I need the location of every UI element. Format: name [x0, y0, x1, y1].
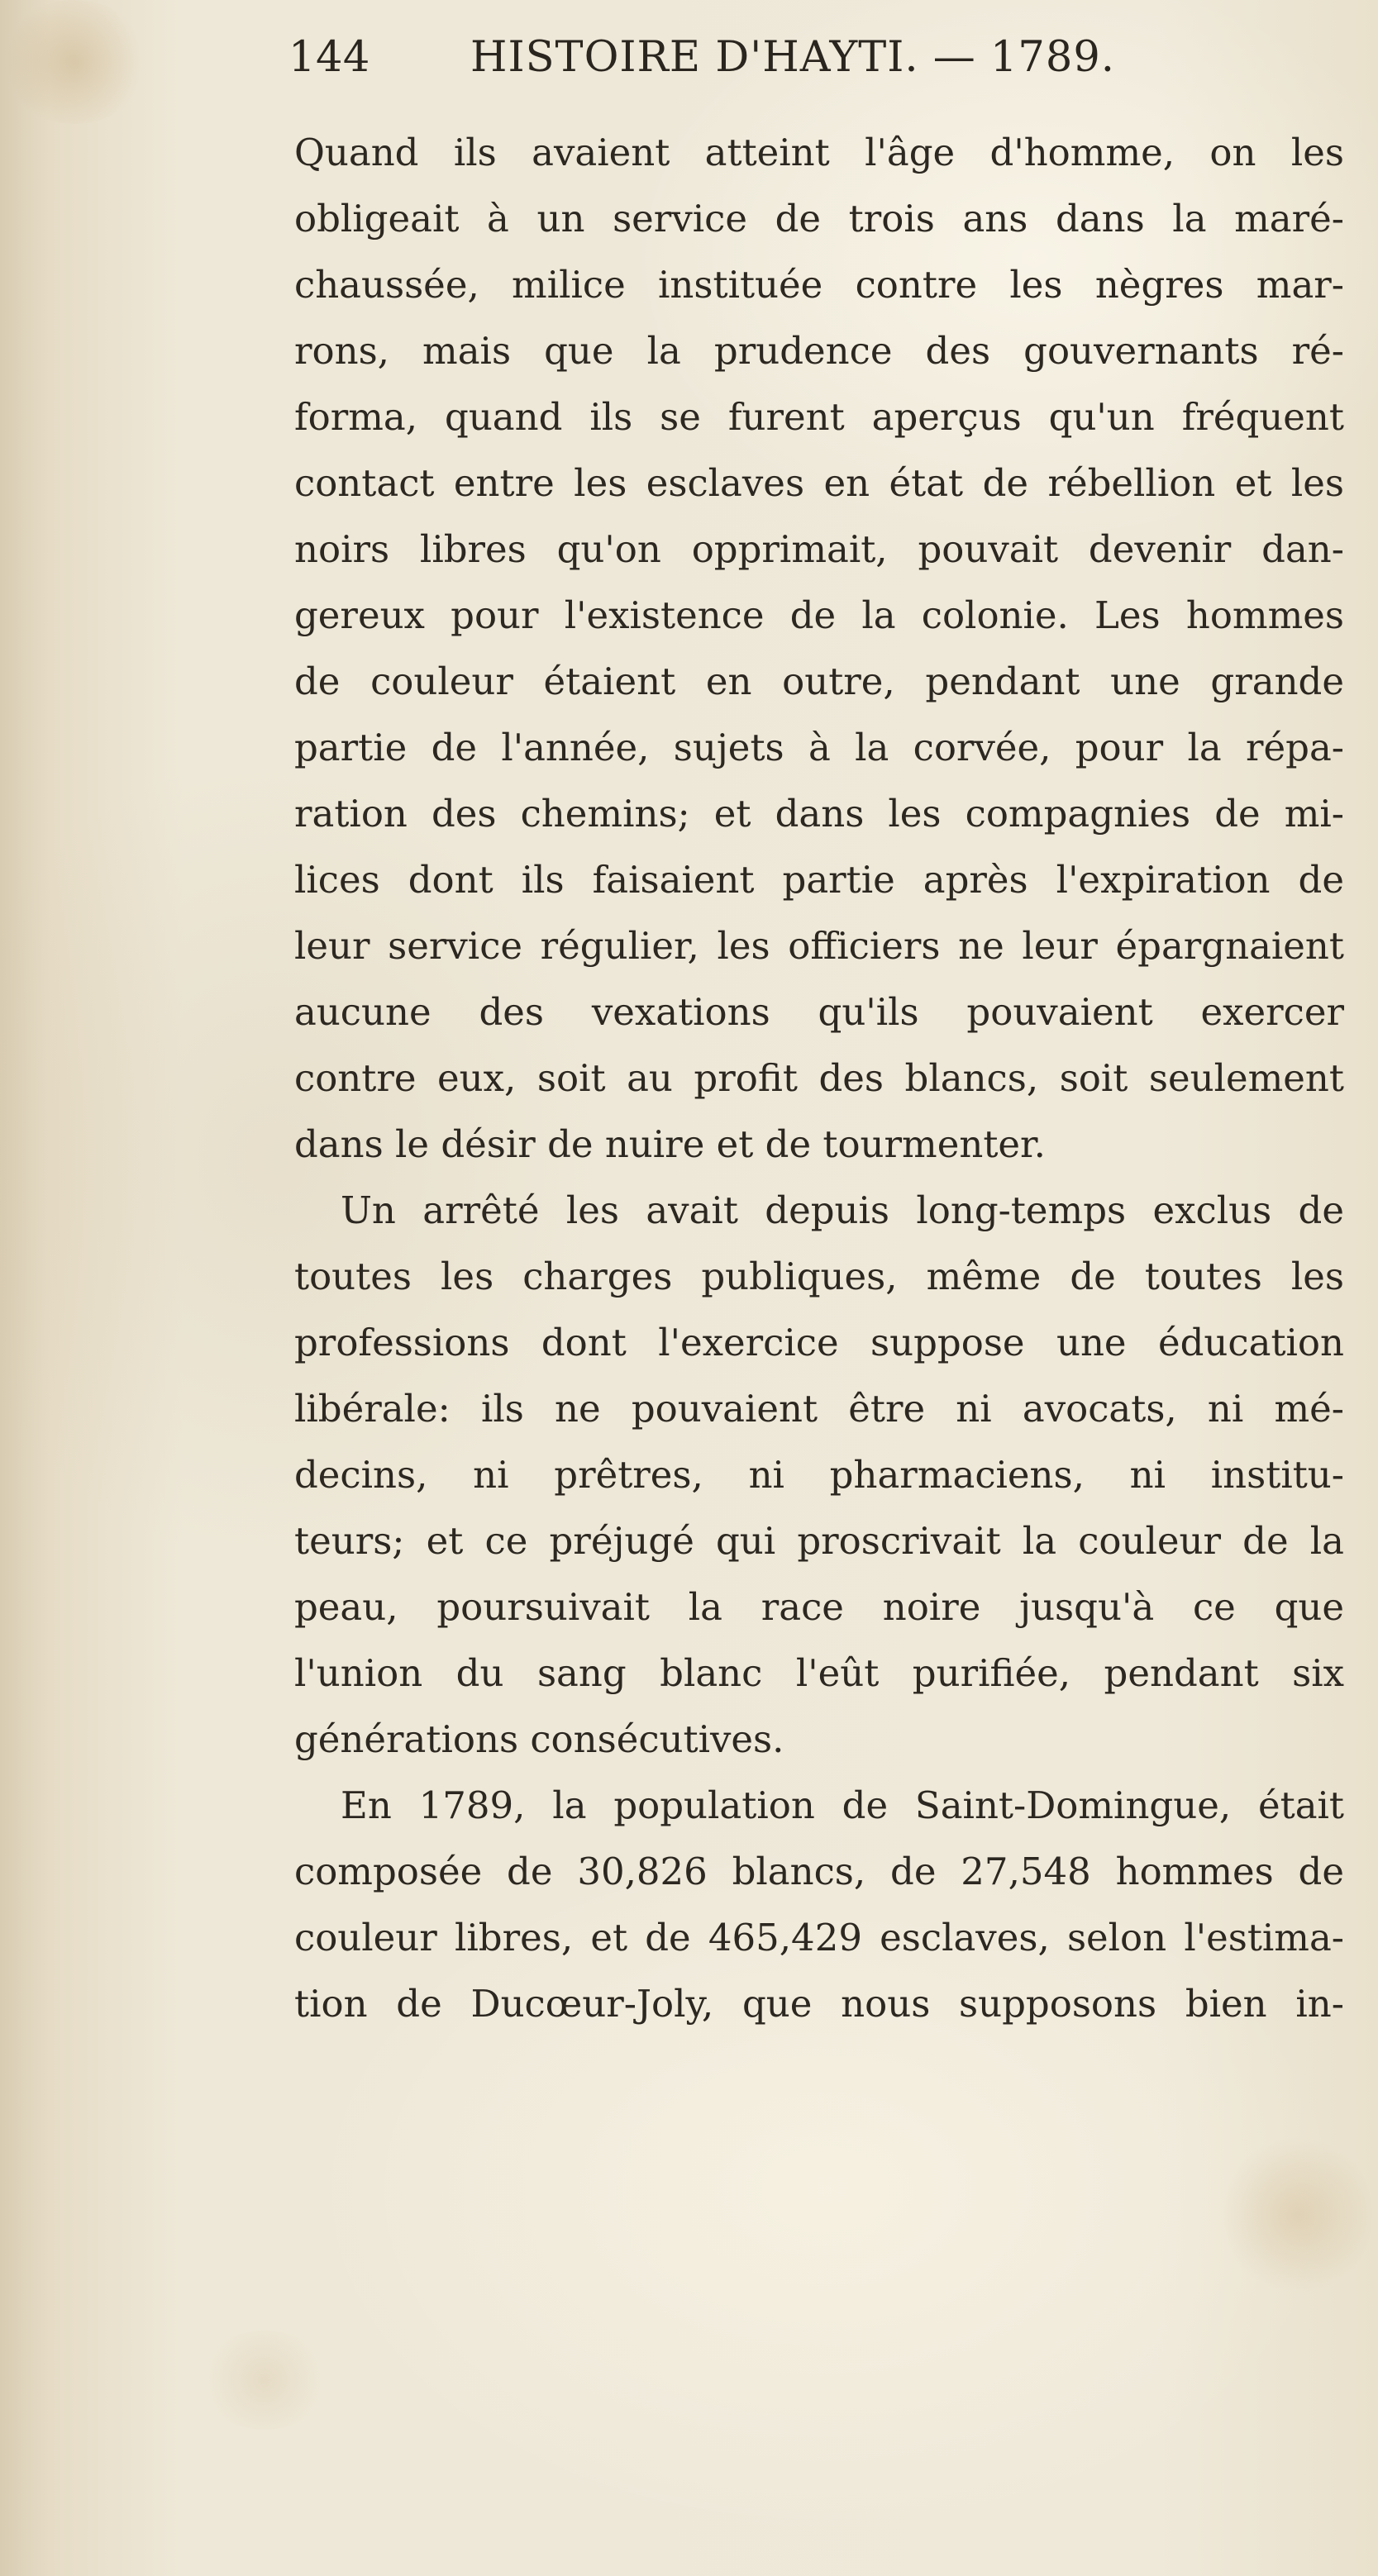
paragraph: [294, 120, 1344, 1178]
paper-stain: [1223, 2132, 1372, 2297]
running-header: [288, 33, 1181, 99]
text-line: professions dont l'exercice suppose une éducation: [294, 1321, 1344, 1364]
body-text: [294, 120, 1344, 2037]
text-line: dans le désir de nuire et de tourmenter.: [294, 1122, 1046, 1166]
text-line: chaussée, milice instituée contre les nègres mar-: [294, 263, 1344, 307]
paper-stain: [198, 2331, 331, 2430]
text-line: noirs libres qu'on opprimait, pouvait devenir dan-: [294, 527, 1344, 571]
paragraph: [294, 1178, 1344, 1773]
text-line: composée de 30,826 blancs, de 27,548 hommes de: [294, 1850, 1344, 1893]
text-line: tion de Ducœur-Joly, que nous supposons bien in-: [294, 1982, 1344, 2026]
text-line: decins, ni prêtres, ni pharmaciens, ni institu-: [294, 1453, 1344, 1497]
paper-stain: [0, 0, 149, 124]
text-line: obligeait à un service de trois ans dans la maré-: [294, 197, 1344, 240]
text-line: de couleur étaient en outre, pendant une grande: [294, 659, 1344, 703]
text-line: En 1789, la population de Saint-Domingue, était: [341, 1783, 1344, 1827]
text-line: peau, poursuivait la race noire jusqu'à ce que: [294, 1585, 1344, 1629]
text-line: aucune des vexations qu'ils pouvaient exercer: [294, 990, 1344, 1034]
page-number: 144: [288, 33, 370, 82]
text-line: toutes les charges publiques, même de toutes les: [294, 1255, 1344, 1298]
text-line: ration des chemins; et dans les compagnies de mi-: [294, 792, 1344, 836]
text-line: lices dont ils faisaient partie après l'expiration de: [294, 858, 1344, 902]
text-line: forma, quand ils se furent aperçus qu'un fréquent: [294, 395, 1344, 439]
text-line: rons, mais que la prudence des gouvernants ré-: [294, 329, 1344, 373]
text-line: Quand ils avaient atteint l'âge d'homme, on les: [294, 131, 1344, 174]
text-line: teurs; et ce préjugé qui proscrivait la couleur de la: [294, 1519, 1344, 1563]
text-line: gereux pour l'existence de la colonie. Les hommes: [294, 593, 1344, 637]
text-line: générations consécutives.: [294, 1717, 784, 1761]
paragraph: [294, 1773, 1344, 2037]
text-line: l'union du sang blanc l'eût purifiée, pendant six: [294, 1651, 1344, 1695]
text-line: Un arrêté les avait depuis long-temps exclus de: [341, 1188, 1344, 1232]
text-line: couleur libres, et de 465,429 esclaves, selon l'estima-: [294, 1916, 1344, 1959]
text-line: partie de l'année, sujets à la corvée, pour la répa-: [294, 726, 1344, 769]
text-line: libérale: ils ne pouvaient être ni avocats, ni mé-: [294, 1387, 1344, 1431]
text-line: leur service régulier, les officiers ne leur épargnaient: [294, 924, 1344, 968]
text-line: contact entre les esclaves en état de rébellion et les: [294, 461, 1344, 505]
running-title: HISTOIRE D'HAYTI. — 1789.: [470, 33, 1115, 82]
text-line: contre eux, soit au profit des blancs, soit seulement: [294, 1056, 1344, 1100]
